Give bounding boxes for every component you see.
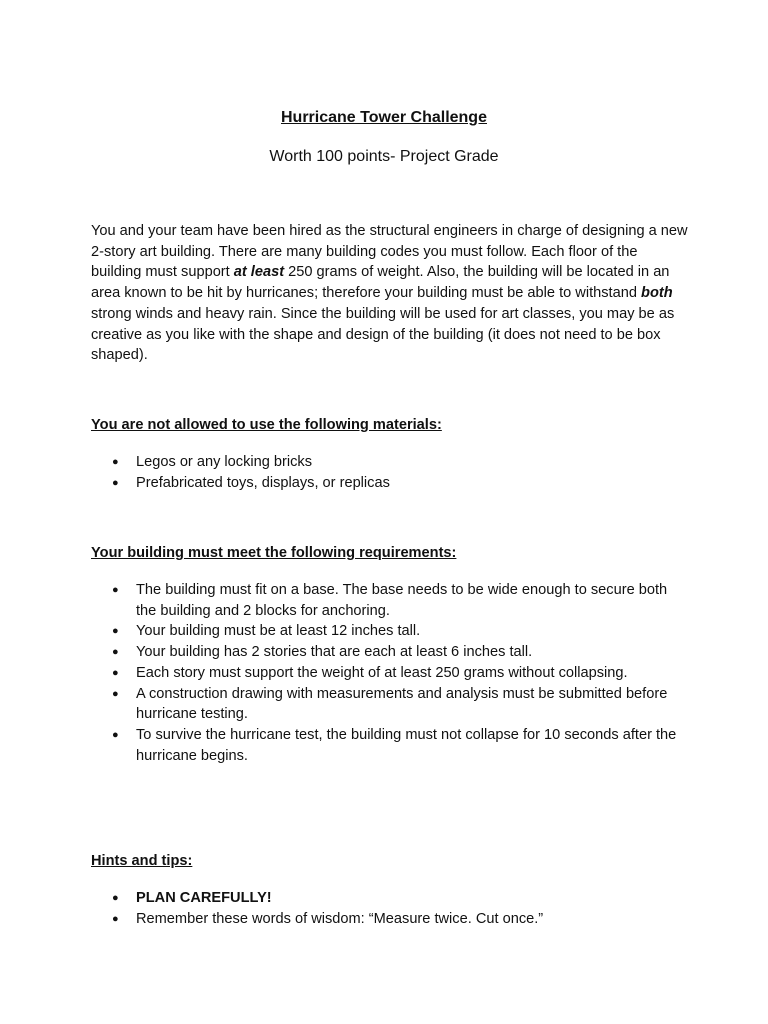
document-subtitle: Worth 100 points- Project Grade [269, 148, 499, 165]
list-item [91, 473, 691, 494]
intro-text-2: 250 grams of weight. Also, the building will be located in an area known to be hit by hurricanes; therefore your building must be able to withstand [91, 264, 670, 302]
list-item-text: A construction drawing with measurements and analysis must be submitted before hurricane testing. [136, 685, 668, 723]
list-item [91, 642, 691, 663]
hints-heading: Hints and tips: [91, 853, 193, 869]
materials-list [91, 452, 691, 493]
hints-list [91, 888, 691, 929]
list-item-text: Your building must be at least 12 inches tall. [136, 623, 421, 640]
bullet-icon: ● [112, 892, 119, 904]
list-item [91, 452, 691, 473]
bullet-icon: ● [112, 646, 119, 659]
list-item-text: PLAN CAREFULLY! [136, 890, 272, 906]
list-item-text: Each story must support the weight of at least 250 grams without collapsing. [136, 664, 628, 681]
bullet-icon: ● [112, 687, 119, 700]
intro-text-3: strong winds and heavy rain. Since the building will be used for art classes, you may be as creative as you like with the shape and design of the building (it does not need to be box shaped). [91, 305, 675, 364]
materials-heading: You are not allowed to use the following materials: [91, 417, 442, 433]
bullet-icon: ● [112, 584, 119, 596]
list-item [91, 725, 691, 766]
list-item-text: Remember these words of wisdom: “Measure twice. Cut once.” [136, 910, 544, 927]
intro-paragraph [91, 221, 691, 366]
list-item [91, 663, 691, 684]
bullet-icon: ● [112, 625, 119, 638]
list-item [91, 621, 691, 642]
list-item-text: To survive the hurricane test, the building must not collapse for 10 seconds after the hurricane begins. [136, 726, 677, 764]
bullet-icon: ● [112, 476, 119, 489]
intro-emphasis-both: both [641, 285, 673, 302]
list-item [91, 888, 691, 909]
list-item-text: Legos or any locking bricks [136, 454, 313, 470]
bullet-icon: ● [112, 666, 119, 679]
list-item [91, 909, 691, 930]
requirements-heading: Your building must meet the following requirements: [91, 545, 457, 561]
intro-emphasis-at-least: at least [233, 264, 285, 281]
list-item-text: Your building has 2 stories that are each at least 6 inches tall. [136, 644, 533, 661]
bullet-icon: ● [112, 912, 119, 925]
list-item [91, 580, 691, 621]
requirements-list [91, 580, 691, 766]
bullet-icon: ● [112, 456, 119, 468]
list-item-text: The building must fit on a base. The base needs to be wide enough to secure both the building and 2 blocks for anchoring. [136, 582, 668, 619]
bullet-icon: ● [112, 728, 119, 741]
list-item [91, 684, 691, 725]
list-item-text: Prefabricated toys, displays, or replicas [136, 474, 390, 491]
document-title: Hurricane Tower Challenge [281, 109, 487, 126]
intro-text-1: You and your team have been hired as the structural engineers in charge of designing a new 2-story art building. There are many building codes you must follow. Each floor of the building must support [91, 223, 688, 281]
